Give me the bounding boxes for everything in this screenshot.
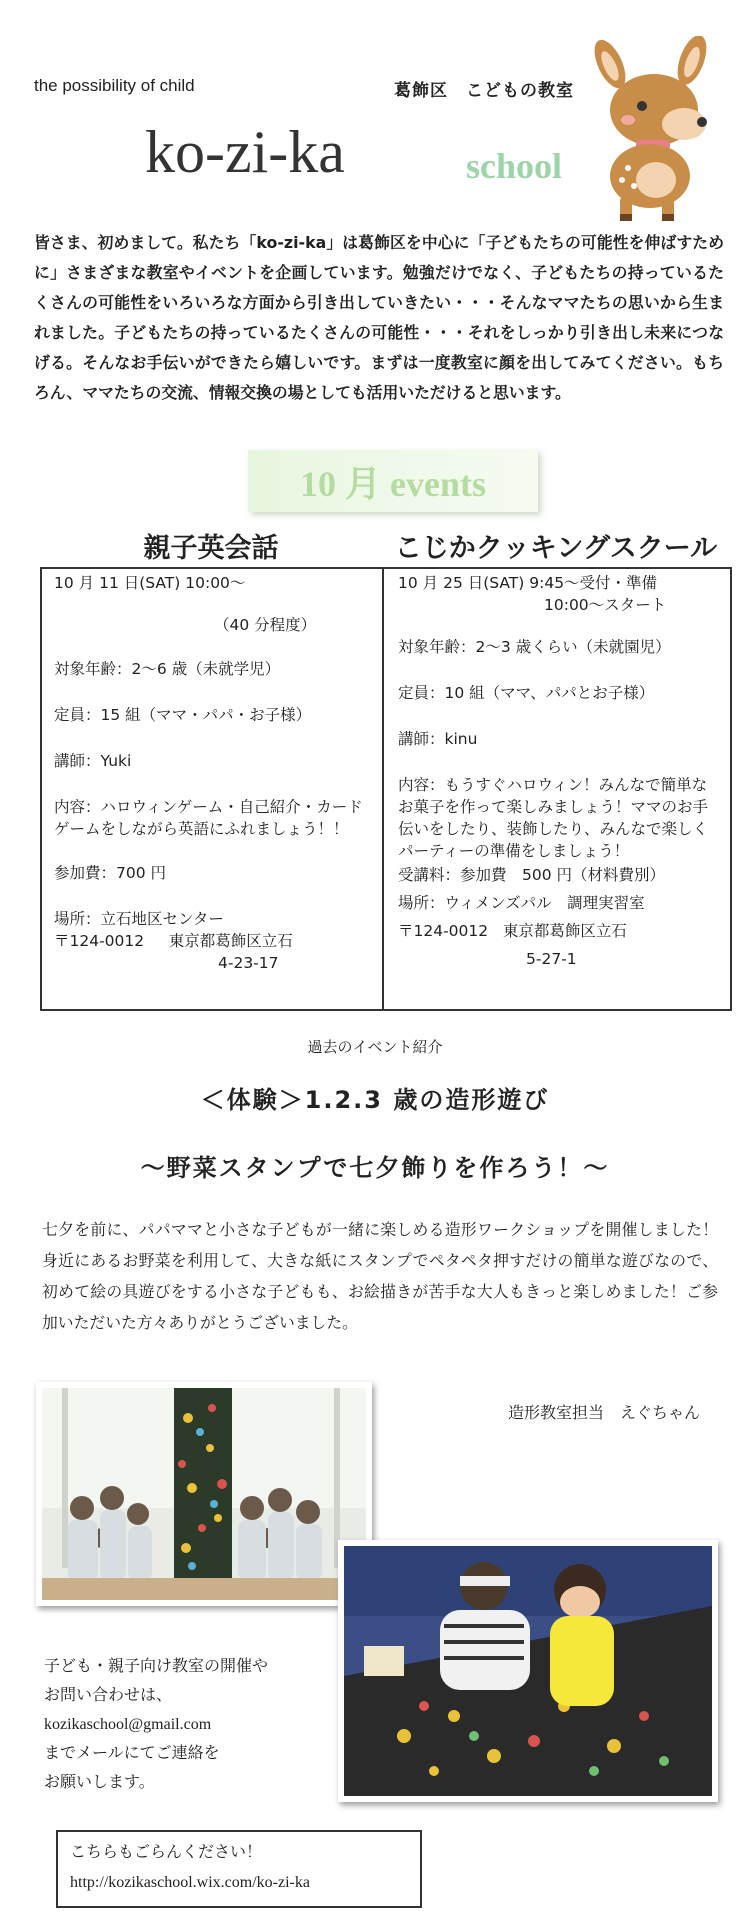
contact-email[interactable]: kozikaschool@gmail.com <box>44 1716 212 1733</box>
website-label: こちらもごらんください！ <box>70 1844 263 1861</box>
activity-photo <box>338 1540 718 1802</box>
event-address: 東京都葛飾区立石 <box>168 932 293 950</box>
past-event-title: ＜体験＞1.2.3 歳の造形遊び <box>200 1086 550 1114</box>
website-url[interactable]: http://kozikaschool.wix.com/ko-zi-ka <box>70 1874 310 1891</box>
events-banner-text: 10 月 events <box>300 464 486 504</box>
event-fee: 参加費：700 円 <box>54 864 167 882</box>
group-photo <box>36 1382 372 1606</box>
logo-text: ko-zi-ka <box>145 119 345 185</box>
event-place: 場所：立石地区センター <box>54 910 224 928</box>
event-details-cooking <box>398 572 716 970</box>
event-title-cooking: こじかクッキングスクール <box>394 533 718 564</box>
event-address-2: 4-23-17 <box>218 954 279 972</box>
event-fee: 受講料：参加費 500 円（材料費別） <box>398 866 666 884</box>
event-teacher: 講師：Yuki <box>54 752 132 770</box>
contact-line: までメールにてご連絡を <box>44 1745 220 1762</box>
contact-line: お願いします。 <box>44 1774 155 1791</box>
event-age: 対象年齢：2～6 歳（未就学児） <box>54 660 281 678</box>
deer-mascot-icon <box>592 36 732 222</box>
event-title-english: 親子英会話 <box>143 533 279 564</box>
activity-photo-image <box>344 1546 712 1796</box>
website-box <box>56 1830 422 1908</box>
school-word: school <box>466 146 563 186</box>
event-place: 場所：ウィメンズパル 調理実習室 <box>398 894 645 912</box>
intro-paragraph: 皆さま、初めまして。私たち「ko-zi-ka」は葛飾区を中心に「子どもたちの可能性を伸ばすために」さまざまな教室やイベントを企画しています。勉強だけでなく、子どもたちの持っているたくさんの可能性をいろいろな方面から引き出していきたい・・・そんなママたちの思いから生まれました。子どもたちの持っているたくさんの可能性・・・それをしっかり引き出し未来につなげる。そんなお手伝いができたら嬉しいです。まずは一度教室に顔を出してみてください。もちろん、ママたちの交流、情報交換の場としても活用いただけると思います。 <box>34 233 724 402</box>
event-date: 10 月 11 日(SAT) 10:00～ <box>54 574 246 592</box>
event-postal: 〒124-0012 <box>54 932 145 950</box>
past-event-story: 七夕を前に、パパママと小さな子どもが一緒に楽しめる造形ワークショップを開催しました！身近にあるお野菜を利用して、大きな紙にスタンプでペタペタ押すだけの簡単な遊びなので、初めて絵の具遊びをする小さな子どもも、お絵描きが苦手な大人もきっと楽しめました！ご参加いただいた方々ありがとうございました。 <box>42 1220 718 1332</box>
event-address-2: 5-27-1 <box>526 950 577 968</box>
events-table-divider <box>382 567 384 1011</box>
event-start: 10:00～スタート <box>544 596 667 614</box>
event-postal: 〒124-0012 <box>398 922 489 940</box>
contact-block <box>44 1652 334 1797</box>
event-date: 10 月 25 日(SAT) 9:45～受付・準備 <box>398 574 658 592</box>
event-details-english <box>54 572 372 974</box>
staff-credit: 造形教室担当 えぐちゃん <box>508 1403 701 1422</box>
event-content: 内容：もうすぐハロウィン！みんなで簡単なお菓子を作って楽しみましょう！ママのお手伝いをしたり、装飾したり、みんなで楽しくパーティーの準備をしましょう！ <box>398 776 709 860</box>
tagline: the possibility of child <box>34 76 195 95</box>
event-teacher: 講師：kinu <box>398 730 478 748</box>
contact-line: 子ども・親子向け教室の開催や <box>44 1658 269 1675</box>
contact-line: お問い合わせは、 <box>44 1687 173 1704</box>
location-label: 葛飾区 こどもの教室 <box>394 81 574 101</box>
event-duration: （40 分程度） <box>214 616 317 634</box>
event-address: 東京都葛飾区立石 <box>502 922 627 940</box>
event-age: 対象年齢：2～3 歳くらい（未就園児） <box>398 638 671 656</box>
group-photo-image <box>42 1388 366 1600</box>
event-content: 内容：ハロウィンゲーム・自己紹介・カードゲームをしながら英語にふれましょう！！ <box>54 798 363 838</box>
past-events-label: 過去のイベント紹介 <box>307 1038 443 1056</box>
past-event-subtitle: ～野菜スタンプで七夕飾りを作ろう！～ <box>140 1154 610 1182</box>
event-capacity: 定員：15 組（ママ・パパ・お子様） <box>54 706 312 724</box>
event-capacity: 定員：10 組（ママ、パパとお子様） <box>398 684 655 702</box>
